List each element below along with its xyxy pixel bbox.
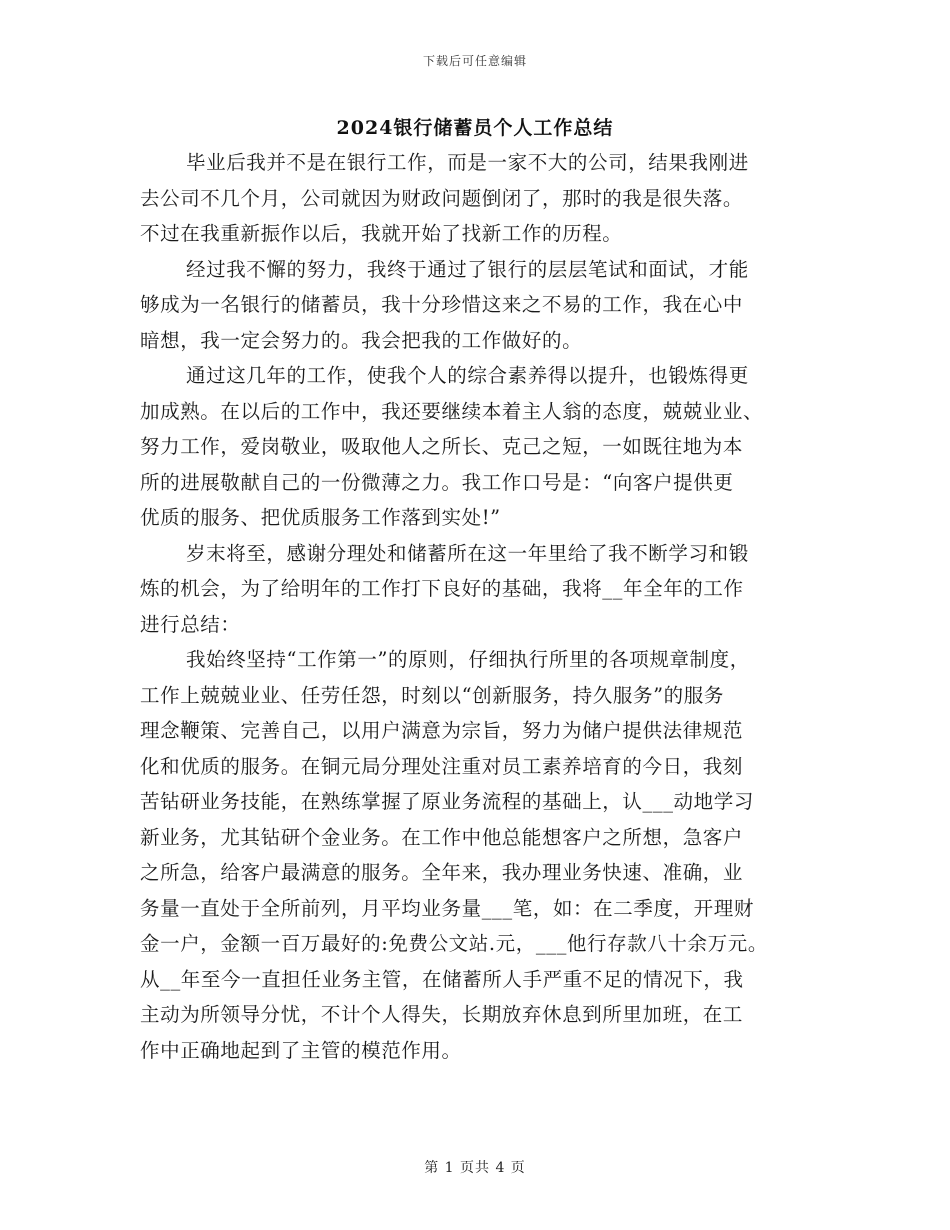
body-line: 之所急，给客户最满意的服务。全年来，我办理业务快速、准确，业 [140,861,744,884]
body-line: 务量一直处于全所前列，月平均业务量___笔，如：在二季度，开理财 [140,896,754,920]
body-line: 工作上兢兢业业、任劳任怨，时刻以“创新服务，持久服务”的服务 [140,683,724,707]
body-line: 作中正确地起到了主管的模范作用。 [140,1038,462,1062]
body-line: 理念鞭策、完善自己，以用户满意为宗旨，努力为储户提供法律规范 [140,719,744,742]
body-line: 岁末将至，感谢分理处和储蓄所在这一年里给了我不断学习和锻 [186,541,749,565]
body-line: 不过在我重新振作以后，我就开始了找新工作的历程。 [140,222,623,245]
document-title: 2024银行储蓄员个人工作总结 [336,117,614,139]
body-line: 我始终坚持“工作第一”的原则，仔细执行所里的各项规章制度， [186,648,750,671]
body-line: 化和优质的服务。在铜元局分理处注重对员工素养培育的今日，我刻 [140,754,744,778]
body-line: 进行总结： [140,612,241,636]
body-line: 毕业后我并不是在银行工作，而是一家不大的公司，结果我刚进 [186,151,749,174]
body-line: 努力工作，爱岗敬业，吸取他人之所长、克己之短，一如既往地为本 [140,435,744,458]
body-line: 炼的机会，为了给明年的工作打下良好的基础，我将__年全年的工作 [140,577,744,600]
header-note: 下载后可任意编辑 [422,54,527,68]
body-line: 暗想，我一定会努力的。我会把我的工作做好的。 [140,328,583,352]
body-line: 够成为一名银行的储蓄员，我十分珍惜这来之不易的工作，我在心中 [140,293,744,316]
body-line: 经过我不懈的努力，我终于通过了银行的层层笔试和面试，才能 [186,257,749,281]
body-line: 主动为所领导分忧，不计个人得失，长期放弃休息到所里加班，在工 [140,1003,744,1026]
page-number: 第 1 页共 4 页 [424,1160,526,1176]
body-line: 通过这几年的工作，使我个人的综合素养得以提升，也锻炼得更 [186,364,749,387]
body-line: 加成熟。在以后的工作中，我还要继续本着主人翁的态度，兢兢业业、 [140,399,764,423]
body-line: 优质的服务、把优质服务工作落到实处!” [140,506,501,529]
body-line: 从__年至今一直担任业务主管，在储蓄所人手严重不足的情况下，我 [140,967,744,991]
body-line: 苦钻研业务技能，在熟练掌握了原业务流程的基础上，认___动地学习 [140,790,754,813]
body-line: 去公司不几个月，公司就因为财政问题倒闭了，那时的我是很失落。 [140,186,744,210]
body-line: 所的进展敬献自己的一份微薄之力。我工作口号是：“向客户提供更 [140,470,734,494]
body-line: 新业务，尤其钻研个金业务。在工作中他总能想客户之所想，急客户 [140,825,744,849]
body-line: 金一户，金额一百万最好的:免费公文站.元，___他行存款八十余万元。 [140,932,768,955]
document-body [140,145,820,1068]
